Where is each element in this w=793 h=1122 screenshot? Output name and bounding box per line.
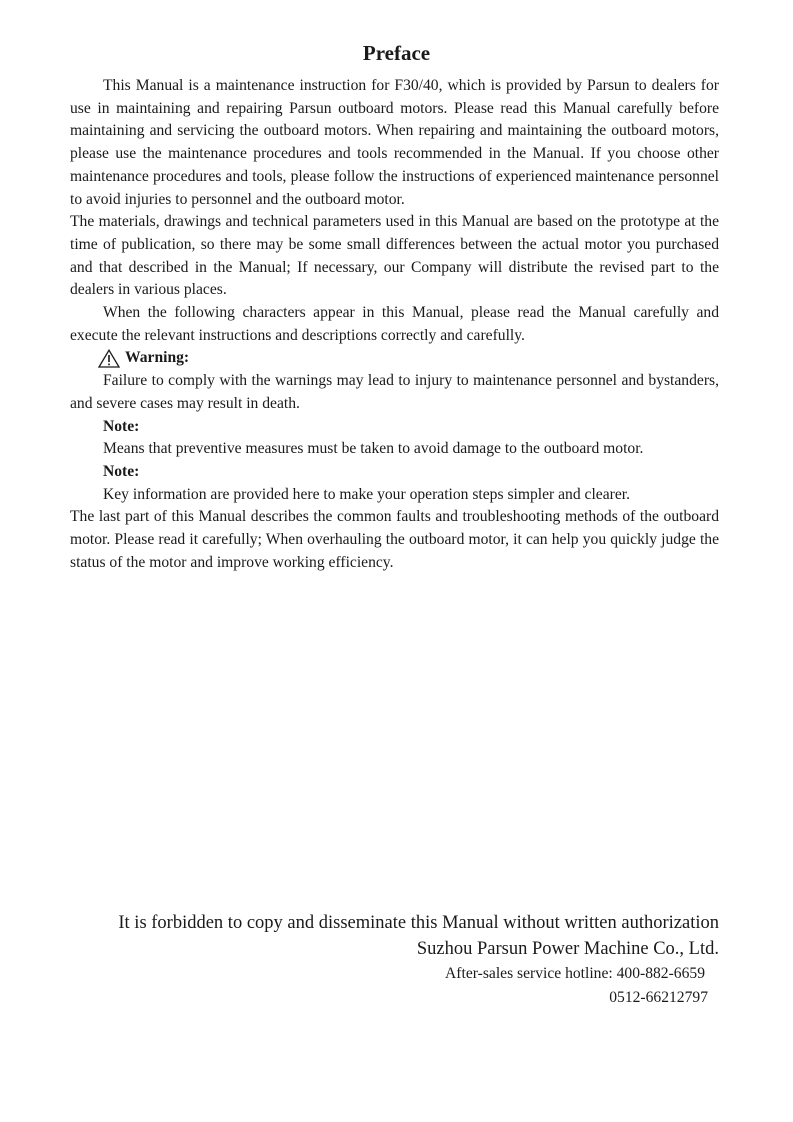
- footer: [118, 910, 719, 1010]
- note-text: Key information are provided here to make your operation steps simpler and clearer.: [103, 485, 630, 503]
- characters-paragraph: When the following characters appear in this Manual, please read the Manual carefully and execute the relevant instructions and descriptions correctly and carefully.: [70, 304, 719, 344]
- company-name: Suzhou Parsun Power Machine Co., Ltd.: [416, 939, 719, 959]
- warning-triangle-icon: [98, 349, 120, 368]
- note-label: Note:: [103, 462, 140, 480]
- warning-text: Failure to comply with the warnings may lead to injury to maintenance personnel and bystanders, and severe cases may result in death.: [70, 372, 719, 412]
- page-title: Preface: [362, 41, 431, 65]
- note-label: Note:: [103, 417, 140, 435]
- preface-body: [70, 75, 719, 574]
- intro-paragraph: This Manual is a maintenance instruction for F30/40, which is provided by Parsun to dealers for use in maintaining and repairing Parsun outboard motors. Please read this Manual carefully before maintaining and servicing the outboard motors. When repairing and maintaining the outboard motors, please use the maintenance procedures and tools recommended in the Manual. If you choose other maintenance procedures and tools, please follow the instructions of experienced maintenance personnel to avoid injuries to personnel and the outboard motor.: [70, 77, 719, 208]
- troubleshooting-paragraph: The last part of this Manual describes the common faults and troubleshooting methods of the outboard motor. Please read it carefully; When overhauling the outboard motor, it can help you quickly judge the status of the motor and improve working efficiency.: [70, 508, 719, 571]
- warning-label: Warning:: [125, 349, 190, 367]
- warning-heading: [70, 347, 719, 370]
- note-text: Means that preventive measures must be taken to avoid damage to the outboard motor.: [103, 440, 644, 458]
- copyright-notice: It is forbidden to copy and disseminate this Manual without written authorization: [118, 913, 719, 933]
- hotline: After-sales service hotline: 400-882-6659: [445, 965, 705, 982]
- materials-paragraph: The materials, drawings and technical parameters used in this Manual are based on the prototype at the time of publication, so there may be some small differences between the actual motor you purchased and that described in the Manual; If necessary, our Company will distribute the revised part to the dealers in various places.: [70, 213, 719, 299]
- phone-number: 0512-66212797: [609, 989, 708, 1006]
